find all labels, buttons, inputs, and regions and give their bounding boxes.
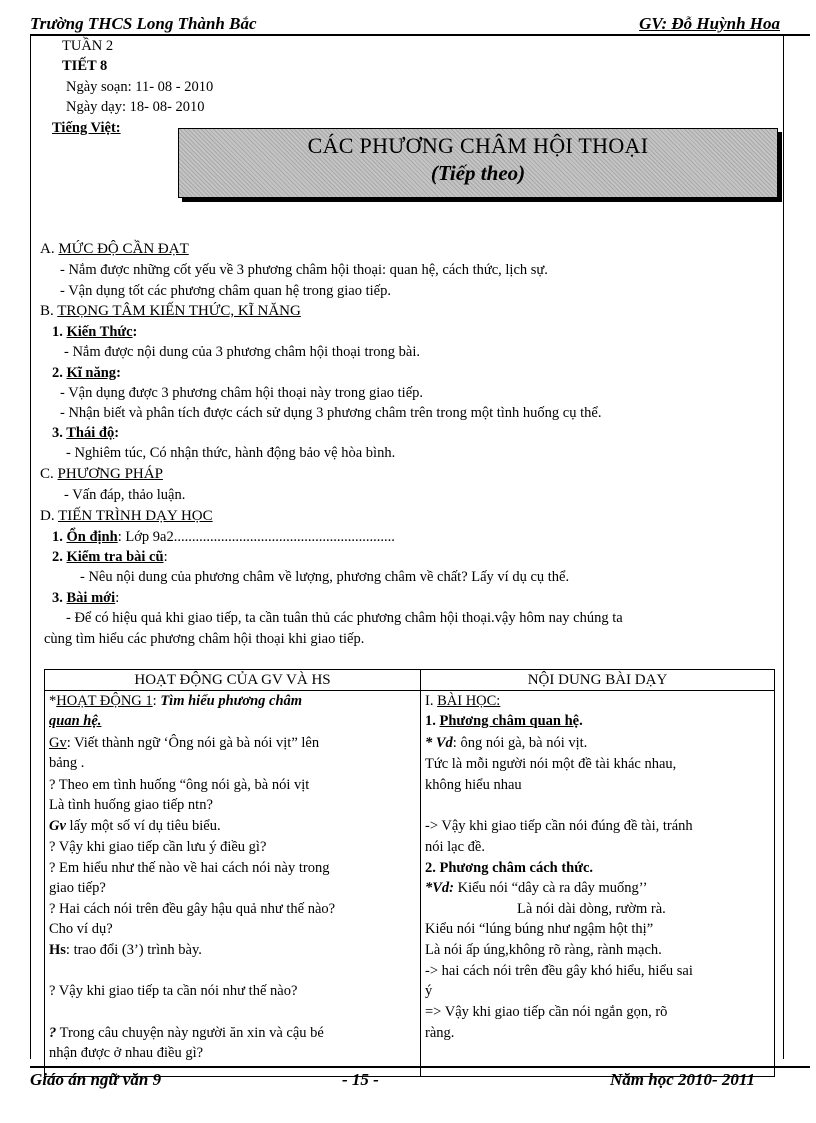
stabilize-label: Ổn định [66,529,118,545]
content-line: ý [425,983,433,999]
principle-label: Phương châm quan hệ [439,713,580,729]
section-a-title: MỨC ĐỘ CẦN ĐẠT [58,241,189,257]
review-num: 2. [52,549,63,565]
principle-num: 1. [425,713,436,729]
question: ? Hai cách nói trên đều gây hậu quả như thế nào? [49,901,336,917]
attitude-heading [52,425,119,442]
activity-heading [49,693,302,710]
question: ? Theo em tình huống “ông nói gà, bà nói vịt [49,777,310,793]
lesson-prefix: I. [425,693,434,709]
lesson-title-box [178,128,778,198]
hs-text: : trao đổi (3’) trình bày. [65,942,202,958]
footer-left: Giáo án ngữ văn 9 [30,1070,162,1089]
activity-cell [45,691,421,1077]
prep-date: Ngày soạn: 11- 08 - 2010 [66,79,214,95]
skill-item: - Vận dụng được 3 phương châm hội thoại này trong giao tiếp. [60,385,424,401]
teacher-name: GV: Đỗ Huỳnh Hoa [639,14,780,33]
example-text: : ông nói gà, bà nói vịt. [452,735,588,751]
attitude-num: 3. [52,425,63,441]
skill-num: 2. [52,365,63,381]
section-b-heading [40,303,301,320]
section-c-prefix: C. [40,466,54,482]
activity-title: Tìm hiểu phương châm [156,693,303,709]
page-header [30,14,810,36]
hs-label: Hs [49,942,66,958]
activity-label: HOẠT ĐỘNG 1 [56,693,153,709]
page-number: - 15 - [342,1070,379,1089]
section-c-title: PHƯƠNG PHÁP [57,466,163,482]
gv-label: Gv [49,818,66,834]
skill-label: Kĩ năng [66,365,117,381]
section-d-title: TIẾN TRÌNH DẠY HỌC [58,508,213,524]
question [49,1025,324,1042]
new-lesson-colon: : [115,590,120,606]
subject-label: Tiếng Việt: [52,120,121,136]
content-line: không hiểu nhau [425,777,522,793]
principle-heading [425,713,583,730]
section-a-item: - Vận dụng tốt các phương châm quan hệ trong giao tiếp. [60,283,391,299]
content-line: Tức là mỗi người nói một đề tài khác nhau, [425,756,677,772]
example-label: *Vd: [425,880,454,896]
column-header: NỘI DUNG BÀI DẠY [421,670,775,691]
table-header-row [45,670,775,691]
content-line: Là nói ấp úng,không rõ ràng, rành mạch. [425,942,662,958]
stabilize-line [52,529,395,546]
section-b-prefix: B. [40,303,54,319]
section-a-prefix: A. [40,241,55,257]
attitude-item: - Nghiêm túc, Có nhận thức, hành động bảo vệ hòa bình. [66,445,396,461]
content-line: -> hai cách nói trên đều gây khó hiểu, hiểu sai [425,963,693,979]
teacher-step [49,735,319,752]
skill-colon: : [116,365,121,381]
question-cont: Cho ví dụ? [49,921,113,937]
gv-text: lấy một số ví dụ tiêu biểu. [65,818,221,834]
knowledge-label: Kiến Thức [66,324,133,340]
table-row [45,691,775,1077]
example-text: Kiểu nói “dây cà ra dây muống’’ [454,880,648,896]
new-lesson-line: - Để có hiệu quả khi giao tiếp, ta cần tuân thủ các phương châm hội thoại.vậy hôm nay chúng ta [66,610,623,626]
question: ? Em hiểu như thế nào về hai cách nói này trong [49,860,330,876]
example-label: * Vd [425,735,453,751]
question: ? Vậy khi giao tiếp ta cần nói như thế nào? [49,983,298,999]
question-text: Trong câu chuyện này người ăn xin và cậu bé [56,1025,324,1041]
review-colon: : [163,549,168,565]
question: ? Vậy khi giao tiếp cần lưu ý điều gì? [49,839,267,855]
teach-date: Ngày dạy: 18- 08- 2010 [66,99,205,115]
review-item: - Nêu nội dung của phương châm về lượng, phương châm về chất? Lấy ví dụ cụ thể. [80,569,570,585]
review-label: Kiểm tra bài cũ [66,549,164,565]
section-d-heading [40,508,213,525]
section-c-item: - Vấn đáp, thảo luận. [64,487,186,503]
new-lesson-heading [52,590,119,607]
section-b-title: TRỌNG TÂM KIẾN THỨC, KĨ NĂNG [57,303,301,319]
student-step [49,942,202,959]
content-cell [421,691,775,1077]
skill-heading [52,365,121,382]
stabilize-text: : Lớp 9a2............................................................. [117,529,395,545]
lesson-title: CÁC PHƯƠNG CHÂM HỘI THOẠI [307,133,649,158]
review-heading [52,549,168,566]
attitude-colon: : [114,425,120,441]
question-mark: ? [49,1025,57,1041]
lesson-plan-table [44,669,775,1077]
section-d-prefix: D. [40,508,55,524]
gv-label: Gv [49,735,67,751]
content-line: Kiểu nói “lúng búng như ngậm hột thị” [425,921,654,937]
page-footer [30,1066,810,1094]
question-cont: nhận được ở nhau điều gì? [49,1045,204,1061]
activity-title-cont: quan hệ. [49,713,102,729]
column-header: HOẠT ĐỘNG CỦA GV VÀ HS [45,670,421,691]
section-c-heading [40,466,163,483]
school-year: Năm học 2010- 2011 [610,1070,755,1089]
question-cont: giao tiếp? [49,880,106,896]
question-cont: Là tình huống giao tiếp ntn? [49,797,213,813]
new-lesson-label: Bài mới [66,590,116,606]
content-line: ràng. [425,1025,455,1041]
teacher-step-cont: bảng . [49,755,85,771]
knowledge-heading [52,324,137,341]
new-lesson-num: 3. [52,590,63,606]
content-line: nói lạc đề. [425,839,485,855]
new-lesson-line: cùng tìm hiểu các phương châm hội thoại khi giao tiếp. [44,631,365,647]
content-line: => Vậy khi giao tiếp cần nói ngắn gọn, rõ [425,1004,668,1020]
school-name: Trường THCS Long Thành Bắc [30,14,257,33]
example-line [425,735,587,752]
content-line: Là nói dài dòng, rườm rà. [517,901,666,917]
activity-colon: : [152,693,157,709]
knowledge-num: 1. [52,324,63,340]
attitude-label: Thái độ [66,425,115,441]
example-line [425,880,647,897]
week-label: TUẦN 2 [62,38,114,54]
lesson-heading [425,693,500,710]
gv-text: : Viết thành ngữ ‘Ông nói gà bà nói vịt” lên [66,735,320,751]
principle-dot: . [579,713,583,729]
period-label: TIẾT 8 [62,58,108,74]
section-a-heading [40,241,189,258]
lesson-label: BÀI HỌC: [437,693,501,709]
content-line: -> Vậy khi giao tiếp cần nói đúng đề tài, tránh [425,818,693,834]
skill-item: - Nhận biết và phân tích được cách sử dụng 3 phương châm trên trong một tình huống cụ thể. [60,405,602,421]
section-a-item: - Nắm được những cốt yếu về 3 phương châm hội thoại: quan hệ, cách thức, lịch sự. [60,262,548,278]
principle-heading: 2. Phương châm cách thức. [425,860,594,876]
lesson-subtitle: (Tiếp theo) [430,161,526,185]
knowledge-colon: : [132,324,138,340]
stabilize-num: 1. [52,529,63,545]
knowledge-item: - Nắm được nội dung của 3 phương châm hội thoại trong bài. [64,344,421,360]
teacher-step [49,818,221,835]
activity-prefix: * [49,693,57,709]
